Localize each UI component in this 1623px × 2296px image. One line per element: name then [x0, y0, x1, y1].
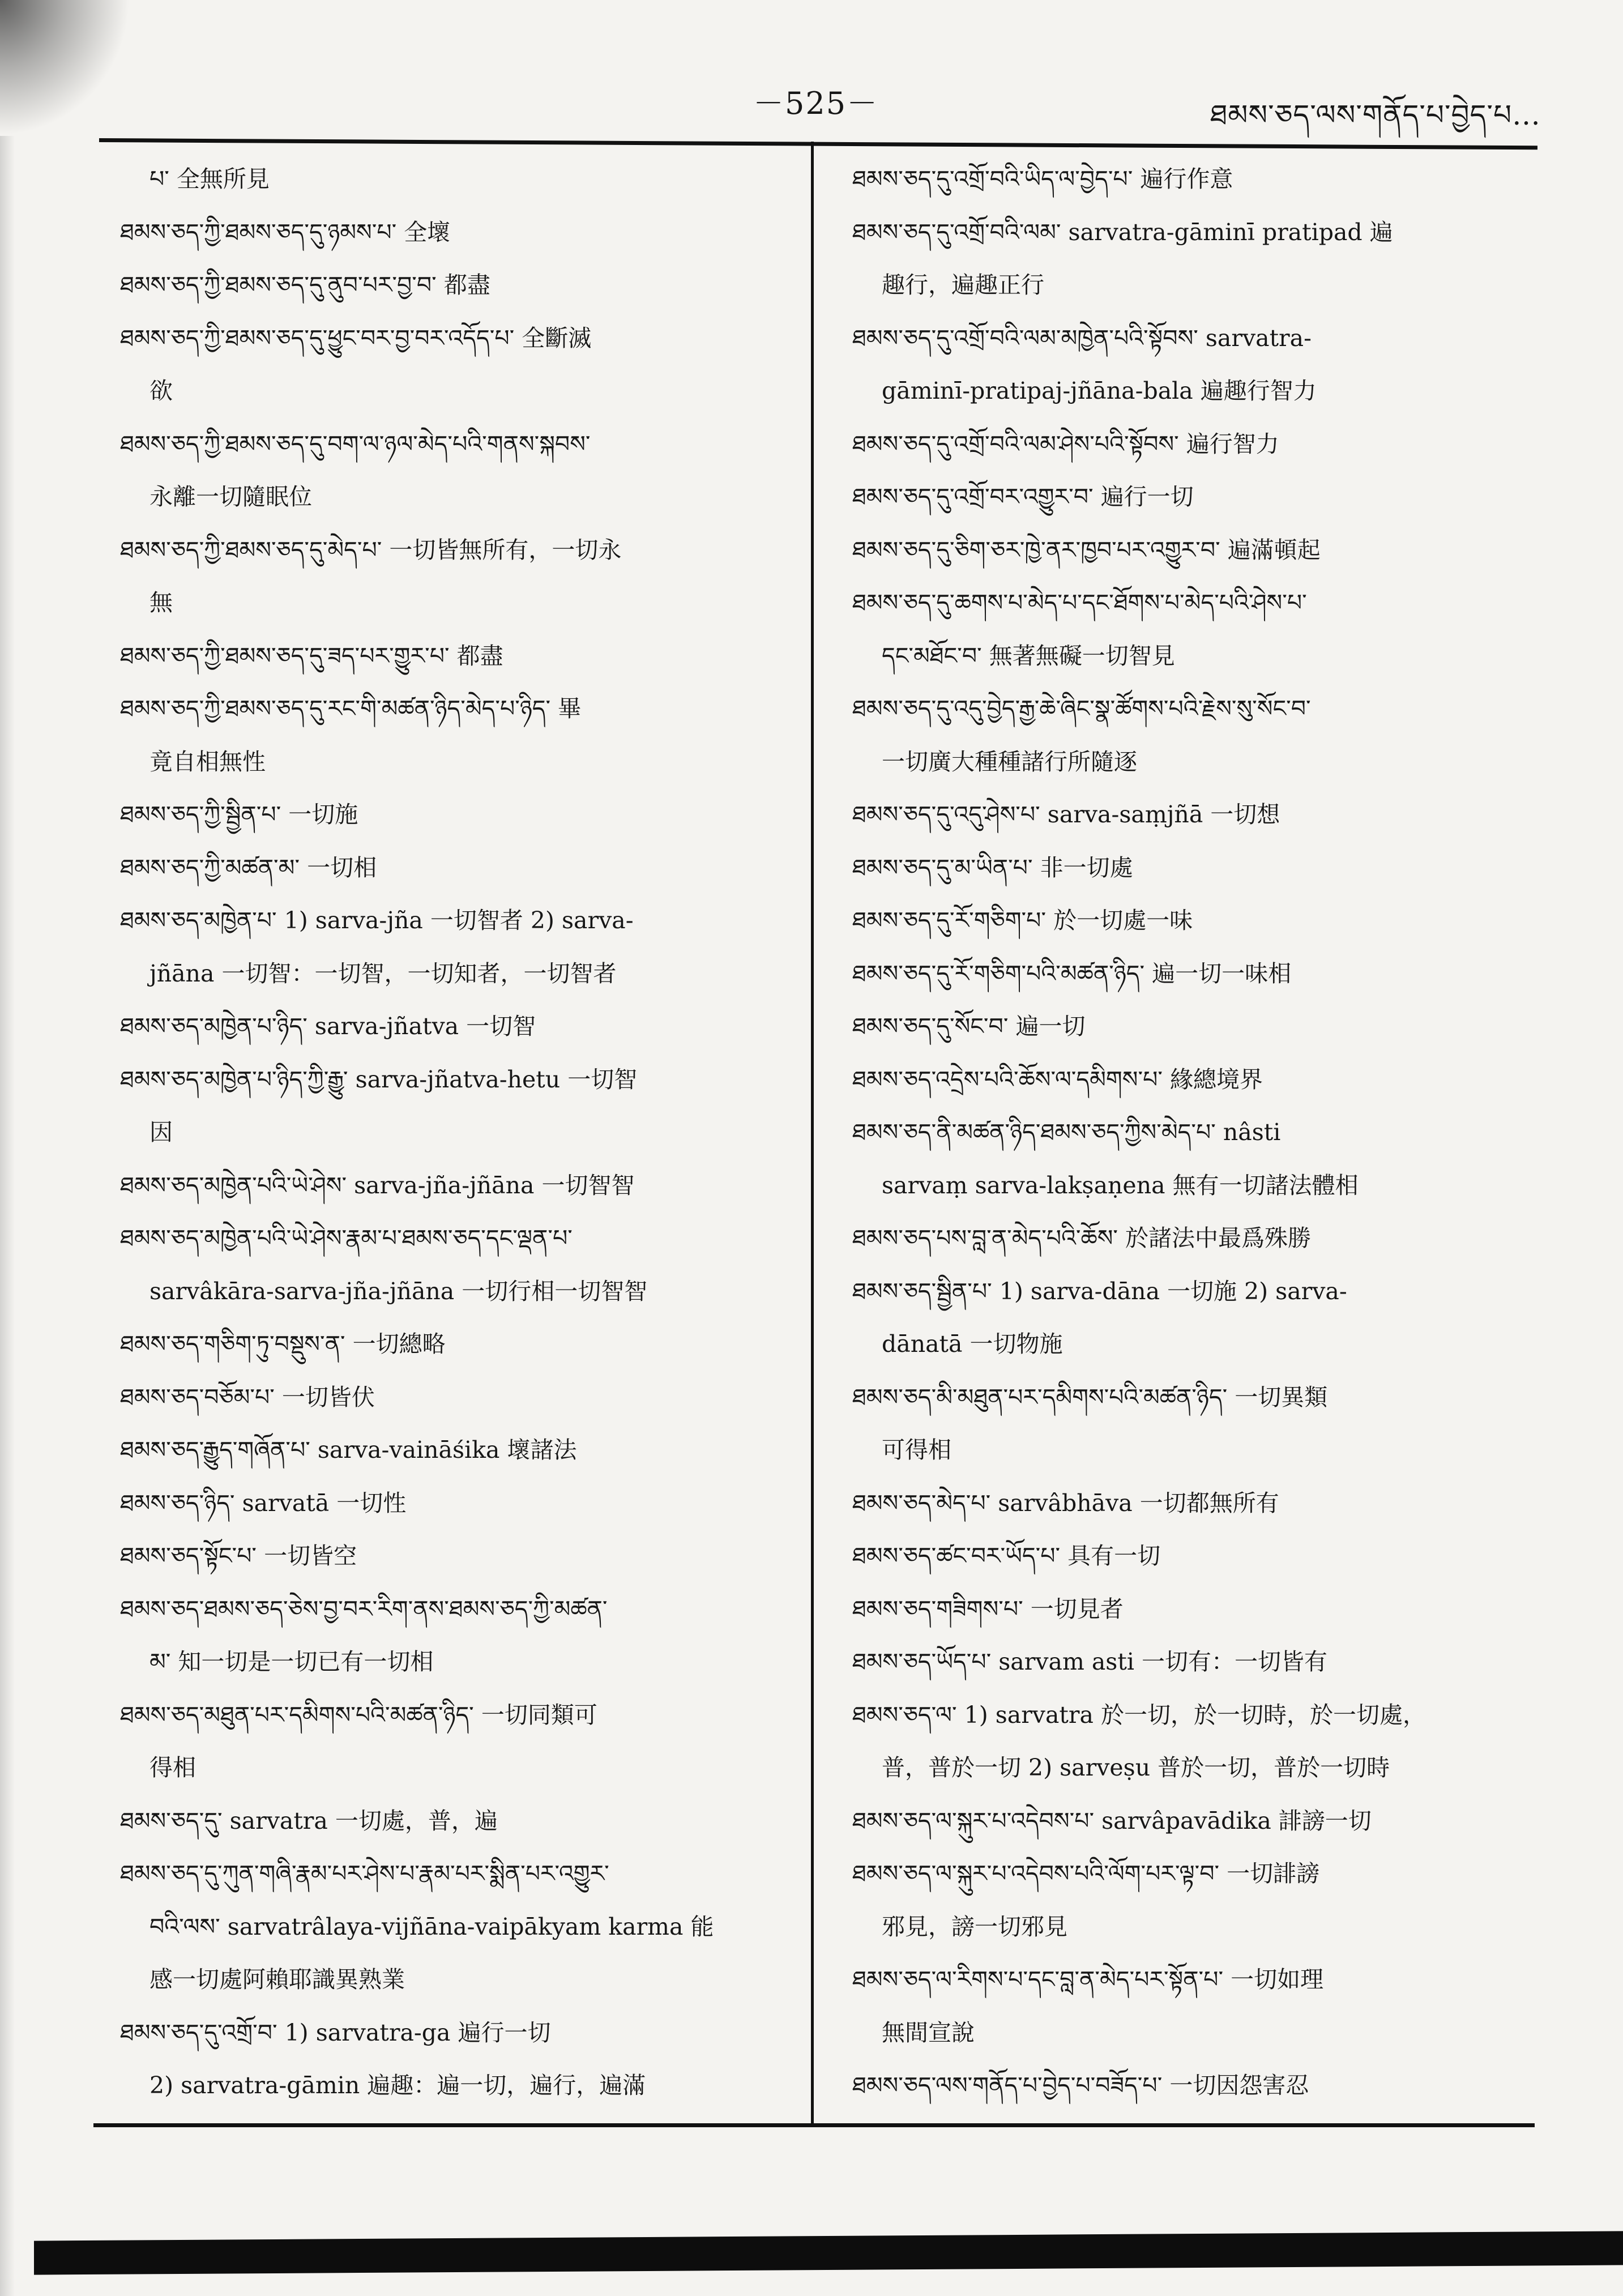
left-column: [120, 153, 777, 2113]
dictionary-entry: ཐམས་ཅད་ཚང་བར་ཡོད་པ་ 具有一切: [852, 1542, 1161, 1569]
entry-continuation: པ་ 全無所見: [150, 165, 270, 193]
dictionary-entry: ཐམས་ཅད་མཁྱེན་པ་ཉིད་ཀྱི་རྒྱུ་ sarva-jñatva-hetu 一切智: [120, 1065, 638, 1093]
scan-bottom-edge: [34, 2231, 1623, 2274]
entry-continuation: 永離一切隨眠位: [150, 483, 312, 510]
entry-continuation: 普，普於一切 2) sarveṣu 普於一切，普於一切時: [882, 1754, 1390, 1781]
entry-continuation: gāminī-pratipaj-jñāna-bala 遍趣行智力: [882, 377, 1317, 404]
dictionary-entry: ཐམས་ཅད་དུ་འདུ་ཤེས་པ་ sarva-saṃjñā 一切想: [852, 801, 1280, 828]
dictionary-entry: ཐམས་ཅད་ཐམས་ཅད་ཅེས་བྱ་བར་རིག་ནས་ཐམས་ཅད་ཀྱི་མཚན་: [120, 1595, 608, 1623]
scan-edge-shadow: [0, 136, 15, 2296]
dictionary-entry: ཐམས་ཅད་ལ་སྐུར་པ་འདེབས་པ་ sarvâpavādika 誹謗一切: [852, 1807, 1372, 1834]
dictionary-entry: ཐམས་ཅད་མཁྱེན་པའི་ཡེ་ཤེས་ sarva-jña-jñāna 一切智智: [120, 1171, 635, 1199]
dictionary-entry: ཐམས་ཅད་ཀྱི་ཐམས་ཅད་དུ་རང་གི་མཚན་ཉིད་མེད་པ་ཉིད་ 畢: [120, 695, 582, 722]
dictionary-entry: ཐམས་ཅད་དུ་རོ་གཅིག་པའི་མཚན་ཉིད་ 遍一切一味相: [852, 959, 1292, 987]
entry-continuation: 得相: [150, 1754, 196, 1781]
entry-continuation: 無: [150, 589, 173, 616]
running-head: ཐམས་ཅད་ལས་གནོད་པ་བྱེད་པ…: [1210, 99, 1541, 131]
dictionary-entry: ཐམས་ཅད་དུ་འགྲོ་བའི་ལམ་མཁྱེན་པའི་སྟོབས་ sarvatra-: [852, 324, 1312, 352]
dictionary-entry: ཐམས་ཅད་དུ་མ་ཡིན་པ་ 非一切處: [852, 853, 1133, 881]
dictionary-entry: ཐམས་ཅད་ཀྱི་ཐམས་ཅད་དུ་ཕྱུང་བར་བྱ་བར་འདོད་པ་ 全斷滅: [120, 324, 592, 352]
entry-continuation: 竟自相無性: [150, 748, 266, 775]
dictionary-entry: ཐམས་ཅད་རྒྱུད་གཞོན་པ་ sarva-vaināśika 壞諸法: [120, 1436, 577, 1463]
entry-continuation: དང་མཐོང་བ་ 無著無礙一切智見: [882, 642, 1175, 669]
entry-continuation: 2) sarvatra-gāmin 遍趣：遍一切，遍行，遍滿: [150, 2072, 646, 2099]
dictionary-entry: ཐམས་ཅད་ལ་ 1) sarvatra 於一切，於一切時，於一切處，: [852, 1701, 1426, 1729]
entry-continuation: བའི་ལས་ sarvatrâlaya-vijñāna-vaipākyam karma 能: [150, 1913, 714, 1940]
entry-continuation: 無間宣說: [882, 2018, 975, 2046]
dictionary-entry: ཐམས་ཅད་དུ་འགྲོ་བའི་ལམ་ཤེས་པའི་སྟོབས་ 遍行智力: [852, 430, 1279, 458]
entry-continuation: 趣行，遍趣正行: [882, 271, 1044, 298]
dictionary-entry: ཐམས་ཅད་གཟིགས་པ་ 一切見者: [852, 1595, 1124, 1623]
dictionary-entry: ཐམས་ཅད་མི་མཐུན་པར་དམིགས་པའི་མཚན་ཉིད་ 一切異類: [852, 1383, 1328, 1411]
dictionary-entry: ཐམས་ཅད་ལ་སྐུར་པ་འདེབས་པའི་ལོག་པར་ལྟ་བ་ 一切誹謗: [852, 1860, 1320, 1887]
dictionary-entry: ཐམས་ཅད་ཀྱི་མཚན་མ་ 一切相: [120, 853, 377, 881]
dictionary-entry: ཐམས་ཅད་མེད་པ་ sarvâbhāva 一切都無所有: [852, 1489, 1279, 1517]
dictionary-entry: ཐམས་ཅད་ཀྱི་ཐམས་ཅད་དུ་ཟད་པར་གྱུར་པ་ 都盡: [120, 642, 503, 669]
bottom-rule: [93, 2123, 1535, 2127]
dictionary-entry: ཐམས་ཅད་ལས་གནོད་པ་བྱེད་པ་བཟོད་པ་ 一切因怨害忍: [852, 2072, 1309, 2099]
dictionary-entry: ཐམས་ཅད་ཡོད་པ་ sarvam asti 一切有：一切皆有: [852, 1648, 1327, 1675]
entry-continuation: 欲: [150, 377, 173, 404]
page-number: －525－: [753, 86, 879, 121]
dictionary-entry: ཐམས་ཅད་འདྲེས་པའི་ཆོས་ལ་དམིགས་པ་ 緣總境界: [852, 1065, 1263, 1093]
dictionary-entry: ཐམས་ཅད་དུ་ཆགས་པ་མེད་པ་དང་ཐོགས་པ་མེད་པའི་ཤེས་པ་: [852, 589, 1307, 616]
dictionary-entry: ཐམས་ཅད་དུ་འགྲོ་བའི་ལམ་ sarvatra-gāminī pratipad 遍: [852, 218, 1393, 246]
dictionary-entry: ཐམས་ཅད་དུ་སོང་བ་ 遍一切: [852, 1013, 1086, 1040]
entry-continuation: 邪見，謗一切邪見: [882, 1913, 1067, 1940]
entry-continuation: 感一切處阿賴耶識異熟業: [150, 1966, 405, 1993]
dictionary-entry: ཐམས་ཅད་བཅོམ་པ་ 一切皆伏: [120, 1383, 375, 1411]
dictionary-entry: ཐམས་ཅད་དུ་ཀུན་གཞི་རྣམ་པར་ཤེས་པ་རྣམ་པར་སྨིན་པར་འགྱུར་: [120, 1860, 609, 1887]
scan-corner-shadow: [0, 0, 130, 136]
entry-continuation: jñāna 一切智：一切智，一切知者，一切智者: [150, 959, 617, 987]
entry-continuation: 因: [150, 1119, 173, 1146]
dictionary-entry: ཐམས་ཅད་གཅིག་ཏུ་བསྡུས་ན་ 一切總略: [120, 1330, 446, 1358]
dictionary-entry: ཐམས་ཅད་ནི་མཚན་ཉིད་ཐམས་ཅད་ཀྱིས་མེད་པ་ nâsti: [852, 1119, 1281, 1146]
entry-continuation: dānatā 一切物施: [882, 1330, 1063, 1358]
dictionary-entry: ཐམས་ཅད་ཀྱི་ཐམས་ཅད་དུ་མེད་པ་ 一切皆無所有，一切永: [120, 536, 622, 564]
entry-continuation: sarvâkāra-sarva-jña-jñāna 一切行相一切智智: [150, 1277, 648, 1305]
entry-continuation: 一切廣大種種諸行所隨逐: [882, 748, 1137, 775]
dictionary-entry: ཐམས་ཅད་མཁྱེན་པ་ཉིད་ sarva-jñatva 一切智: [120, 1013, 536, 1040]
entry-continuation: 可得相: [882, 1436, 951, 1463]
dictionary-entry: ཐམས་ཅད་ཀྱི་ཐམས་ཅད་དུ་ནུབ་པར་བྱ་བ་ 都盡: [120, 271, 490, 298]
dictionary-entry: ཐམས་ཅད་དུ་འགྲོ་བའི་ཡིད་ལ་བྱེད་པ་ 遍行作意: [852, 165, 1233, 193]
dictionary-entry: ཐམས་ཅད་དུ་རོ་གཅིག་པ་ 於一切處一味: [852, 907, 1193, 934]
dictionary-entry: ཐམས་ཅད་ཀྱི་ཐམས་ཅད་དུ་བག་ལ་ཉལ་མེད་པའི་གནས་སྐབས་: [120, 430, 591, 458]
right-column: [852, 153, 1521, 2113]
dictionary-entry: ཐམས་ཅད་སྟོང་པ་ 一切皆空: [120, 1542, 357, 1569]
dictionary-entry: ཐམས་ཅད་ཉིད་ sarvatā 一切性: [120, 1489, 407, 1517]
column-divider: [811, 142, 814, 2124]
dictionary-entry: ཐམས་ཅད་དུ་ sarvatra 一切處，普，遍: [120, 1807, 498, 1834]
dictionary-entry: ཐམས་ཅད་དུ་འགྲོ་བ་ 1) sarvatra-ga 遍行一切: [120, 2018, 551, 2046]
dictionary-entry: ཐམས་ཅད་དུ་ཅིག་ཅར་ཁྱེ་ནར་ཁྱབ་པར་འགྱུར་བ་ 遍滿頓起: [852, 536, 1321, 564]
dictionary-entry: ཐམས་ཅད་མཁྱེན་པ་ 1) sarva-jña 一切智者 2) sarva-: [120, 907, 634, 934]
dictionary-entry: ཐམས་ཅད་སྦྱིན་པ་ 1) sarva-dāna 一切施 2) sarva-: [852, 1277, 1347, 1305]
dictionary-entry: ཐམས་ཅད་ལ་རིགས་པ་དང་བླ་ན་མེད་པར་སྟོན་པ་ 一切如理: [852, 1966, 1324, 1993]
dictionary-entry: ཐམས་ཅད་མཐུན་པར་དམིགས་པའི་མཚན་ཉིད་ 一切同類可: [120, 1701, 597, 1729]
dictionary-entry: ཐམས་ཅད་མཁྱེན་པའི་ཡེ་ཤེས་རྣམ་པ་ཐམས་ཅད་དང་ལྡན་པ་: [120, 1224, 573, 1252]
dictionary-entry: ཐམས་ཅད་ཀྱི་སྦྱིན་པ་ 一切施: [120, 801, 358, 828]
entry-continuation: མ་ 知一切是一切已有一切相: [150, 1648, 434, 1675]
dictionary-entry: ཐམས་ཅད་ཀྱི་ཐམས་ཅད་དུ་ཉམས་པ་ 全壞: [120, 218, 451, 246]
entry-continuation: sarvaṃ sarva-lakṣaṇena 無有一切諸法體相: [882, 1171, 1359, 1199]
dictionary-entry: ཐམས་ཅད་དུ་འགྲོ་བར་འགྱུར་བ་ 遍行一切: [852, 483, 1194, 510]
dictionary-entry: ཐམས་ཅད་དུ་འདུ་བྱེད་རྒྱ་ཆེ་ཞིང་སྣ་ཚོགས་པའི་རྗེས་སུ་སོང་བ་: [852, 695, 1311, 722]
dictionary-entry: ཐམས་ཅད་པས་བླ་ན་མེད་པའི་ཆོས་ 於諸法中最爲殊勝: [852, 1224, 1312, 1252]
